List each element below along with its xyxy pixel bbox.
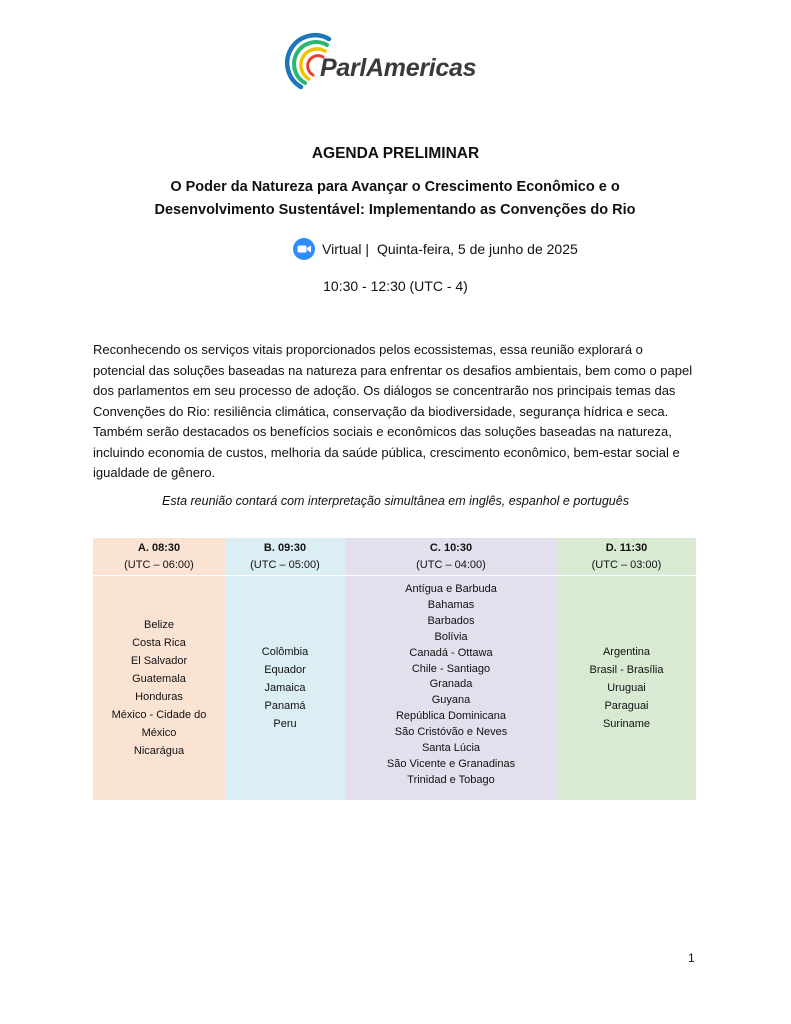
parlamericas-logo bbox=[285, 32, 515, 94]
page-number: 1 bbox=[688, 951, 695, 965]
country-item: Costa Rica bbox=[132, 637, 186, 649]
interpretation-note: Esta reunião contará com interpretação simultânea em inglês, espanhol e português bbox=[162, 494, 629, 508]
schedule-column-d bbox=[557, 538, 696, 800]
schedule-table bbox=[93, 538, 696, 800]
country-item: Jamaica bbox=[264, 682, 306, 694]
schedule-column-a bbox=[93, 538, 225, 800]
country-item: Argentina bbox=[602, 646, 651, 658]
country-list bbox=[557, 576, 696, 800]
country-item: República Dominicana bbox=[395, 710, 507, 723]
country-item: Trinidad e Tobago bbox=[407, 773, 495, 786]
schedule-column-b bbox=[225, 538, 345, 800]
country-item: Uruguai bbox=[607, 682, 646, 694]
schedule-column-c bbox=[345, 538, 557, 800]
column-time-label: A. 08:30 bbox=[137, 542, 181, 554]
country-item: Bolívia bbox=[434, 630, 468, 643]
subtitle-line-1: O Poder da Natureza para Avançar o Crescimento Econômico e o bbox=[170, 179, 620, 195]
country-item: Peru bbox=[273, 718, 297, 730]
meeting-time: 10:30 - 12:30 (UTC - 4) bbox=[323, 278, 468, 294]
meeting-date: Quinta-feira, 5 de junho de 2025 bbox=[376, 241, 578, 257]
subtitle bbox=[95, 176, 695, 222]
country-item: El Salvador bbox=[130, 655, 188, 667]
country-item: Nicarágua bbox=[133, 745, 185, 757]
country-item: São Cristóvão e Neves bbox=[394, 726, 508, 739]
column-header bbox=[557, 538, 696, 576]
column-utc-offset: (UTC – 05:00) bbox=[250, 559, 320, 571]
column-utc-offset: (UTC – 04:00) bbox=[416, 559, 486, 571]
country-item: Santa Lúcia bbox=[421, 742, 481, 755]
country-item: Canadá - Ottawa bbox=[409, 646, 493, 659]
country-list bbox=[93, 576, 225, 800]
country-item: México bbox=[141, 727, 177, 739]
country-item: Barbados bbox=[427, 614, 475, 627]
video-camera-icon bbox=[293, 238, 315, 260]
country-item: Granada bbox=[429, 678, 473, 691]
country-item: Brasil - Brasília bbox=[589, 664, 664, 676]
column-header bbox=[93, 538, 225, 576]
column-header bbox=[345, 538, 557, 576]
country-item: Guyana bbox=[431, 694, 471, 707]
page-title: AGENDA PRELIMINAR bbox=[311, 145, 480, 162]
intro-paragraph: Reconhecendo os serviços vitais proporcionados pelos ecossistemas, essa reunião explorará o potencial das soluções baseadas na natureza para enfrentar os desafios ambientais, bem como o papel dos parlamentos em seu processo de adoção. Os diálogos se concentrarão nos principais temas das Convenções do Rio: resiliência climática, conservação da biodiversidade, segurança hídrica e seca. Também serão destacados os benefícios sociais e econômicos das soluções baseadas na natureza, incluindo economia de custos, melhoria da saúde pública, crescimento econômico, bem-estar social e igualdade de gênero. bbox=[93, 342, 693, 480]
country-item: Panamá bbox=[264, 700, 306, 712]
country-item: Guatemala bbox=[132, 673, 186, 685]
country-item: Colômbia bbox=[261, 646, 309, 658]
country-item: Equador bbox=[264, 664, 306, 676]
country-item: Belize bbox=[144, 619, 174, 631]
column-time-label: C. 10:30 bbox=[429, 542, 473, 554]
country-item: México - Cidade do bbox=[111, 709, 207, 721]
country-list bbox=[225, 576, 345, 800]
column-header bbox=[225, 538, 345, 576]
country-item: Bahamas bbox=[427, 598, 475, 611]
column-time-label: D. 11:30 bbox=[605, 542, 648, 554]
column-utc-offset: (UTC – 06:00) bbox=[124, 559, 194, 571]
logo-text: ParlAmericas bbox=[320, 54, 477, 82]
country-item: Chile - Santiago bbox=[411, 662, 491, 675]
meeting-mode-date bbox=[293, 238, 578, 260]
country-item: Paraguai bbox=[604, 700, 649, 712]
column-time-label: B. 09:30 bbox=[263, 542, 307, 554]
column-utc-offset: (UTC – 03:00) bbox=[591, 559, 662, 571]
country-item: São Vicente e Granadinas bbox=[386, 757, 516, 770]
subtitle-line-2: Desenvolvimento Sustentável: Implementando as Convenções do Rio bbox=[154, 202, 636, 218]
meeting-mode: Virtual | bbox=[322, 241, 369, 257]
country-item: Antígua e Barbuda bbox=[405, 583, 497, 595]
country-list bbox=[345, 576, 557, 800]
country-item: Honduras bbox=[135, 691, 183, 703]
country-item: Suriname bbox=[602, 718, 651, 730]
